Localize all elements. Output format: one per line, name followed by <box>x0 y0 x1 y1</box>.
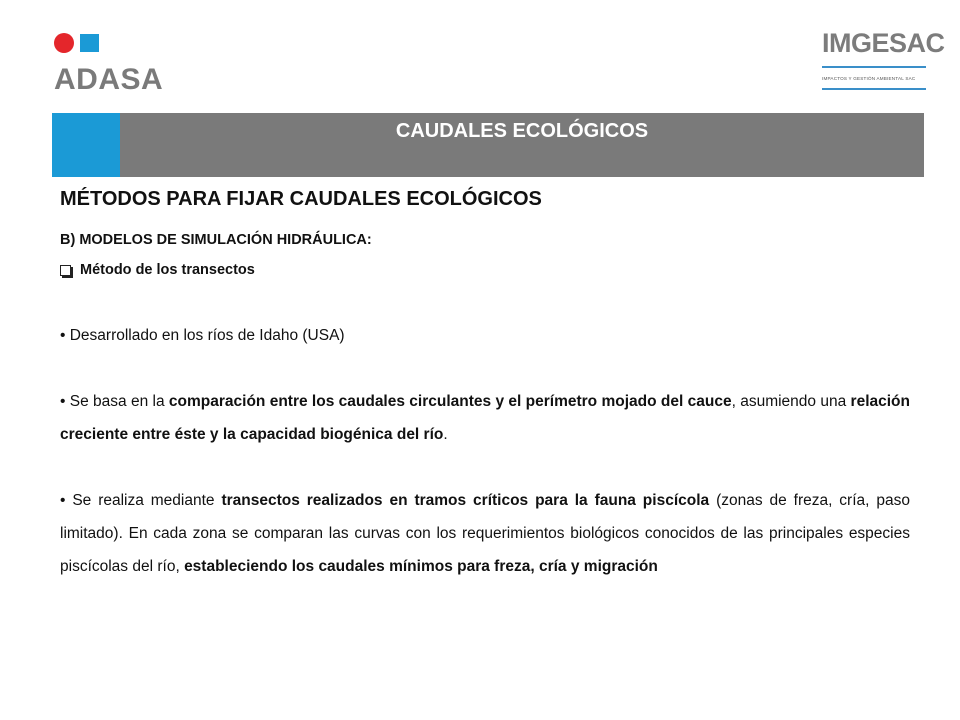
method-item <box>60 260 910 280</box>
logo-divider <box>822 88 926 90</box>
logo-red-dot <box>54 33 74 53</box>
imgesac-logo <box>822 28 945 100</box>
adasa-logo <box>54 33 174 95</box>
subsection-heading: B) MODELOS DE SIMULACIÓN HIDRÁULICA: <box>60 232 372 248</box>
method-label: Método de los transectos <box>80 262 255 278</box>
logo-blue-square <box>80 34 99 52</box>
slide-content <box>60 184 910 583</box>
bullet-paragraph <box>60 319 910 352</box>
paragraph-emphasis: comparación entre los caudales circulantes y el perímetro mojado del cauce <box>168 393 732 410</box>
paragraph-text: . <box>443 426 448 443</box>
paragraph-text: • Se basa en la <box>60 393 169 410</box>
paragraph-emphasis: estableciendo los caudales mínimos para freza, cría y migración <box>184 558 658 575</box>
bullet-paragraph <box>60 484 910 583</box>
bullet-paragraph <box>60 385 910 451</box>
adasa-logo-text: ADASA <box>54 63 164 96</box>
imgesac-logo-text: IMGESAC <box>822 28 945 58</box>
paragraph-text: , asumiendo una <box>731 393 851 410</box>
paragraph-text: • Se realiza mediante <box>60 492 222 509</box>
title-accent-block <box>52 113 120 177</box>
paragraph-text: (zonas de freza, cría, paso limitado). En cada zona se comparan las curvas con los requerimientos biológicos conocidos de las principales especies piscícolas del río, <box>60 492 910 575</box>
section-heading: MÉTODOS PARA FIJAR CAUDALES ECOLÓGICOS <box>60 188 542 210</box>
paragraph-text: • Desarrollado en los ríos de Idaho (USA) <box>60 327 345 344</box>
paragraph-emphasis: transectos realizados en tramos críticos para la fauna piscícola <box>221 492 710 509</box>
checkbox-bullet-icon <box>60 265 71 276</box>
title-bar <box>52 113 924 177</box>
imgesac-logo-subtitle: IMPACTOS Y GESTIÓN AMBIENTAL SAC <box>822 76 916 81</box>
logo-divider <box>822 66 926 68</box>
slide-title: CAUDALES ECOLÓGICOS <box>395 119 649 142</box>
paragraph-emphasis: relación creciente entre éste y la capacidad biogénica del río <box>60 393 910 443</box>
